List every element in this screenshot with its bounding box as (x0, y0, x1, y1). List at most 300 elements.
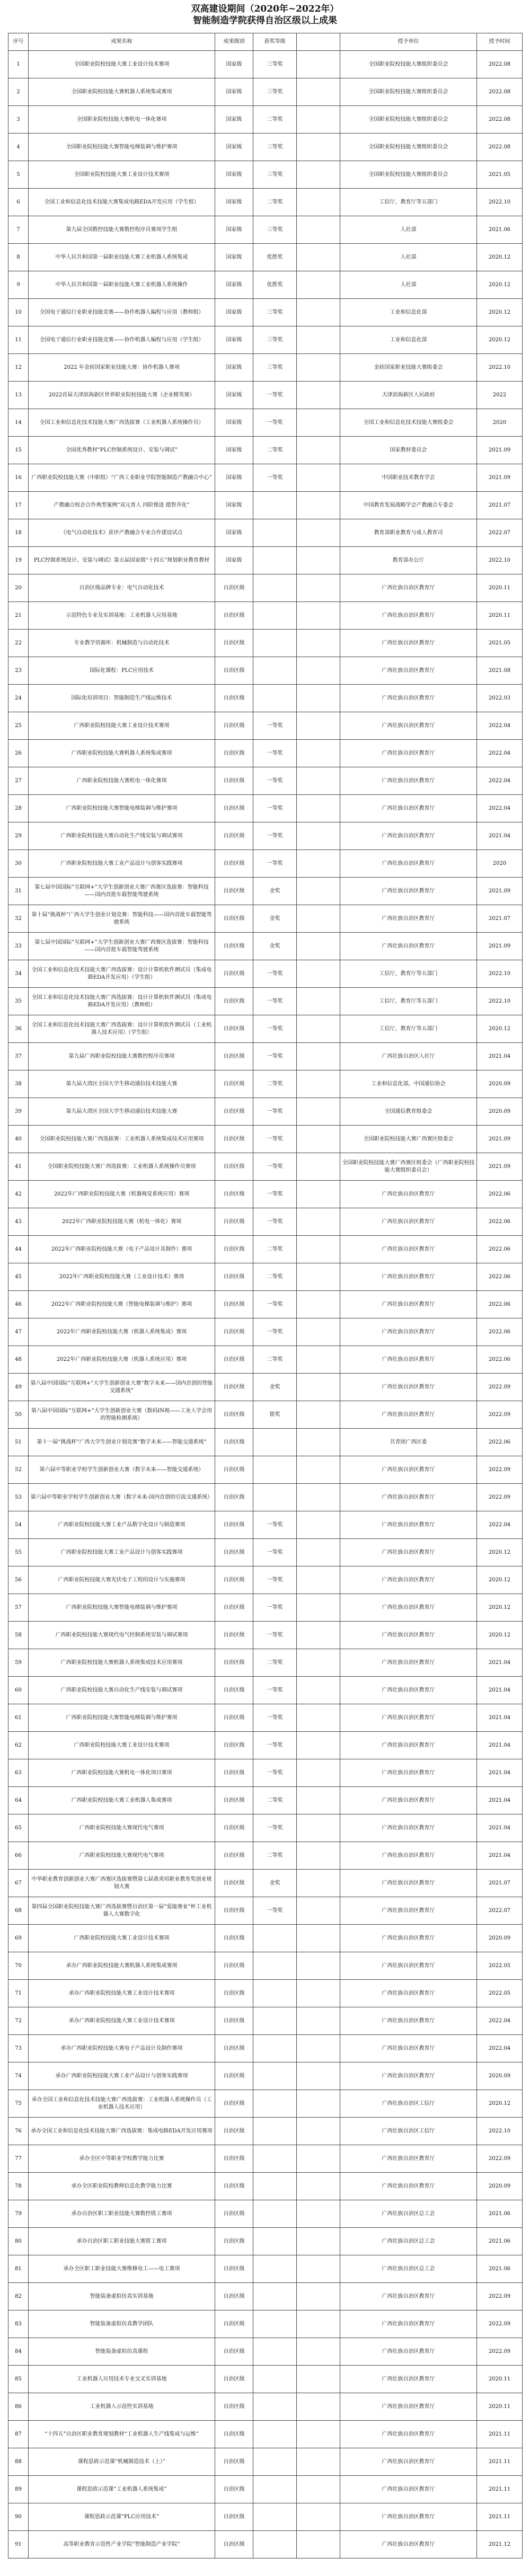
grant-date: 2020.09 (477, 1070, 523, 1098)
grantor: 广西壮族自治区教育厅 (340, 2035, 477, 2062)
grantor: 广西壮族自治区教育厅 (340, 1318, 477, 1346)
award-grade: 金奖 (253, 878, 297, 905)
grantor: 广西壮族自治区教育厅 (340, 1787, 477, 1814)
row-index: 71 (8, 1980, 29, 2007)
achievement-level: 自治区级 (215, 1566, 253, 1594)
row-index: 2 (8, 78, 29, 106)
grantor: 全国职业院校技能大赛组织委员会 (340, 161, 477, 189)
table-row (8, 712, 523, 740)
grantor: 广西壮族自治区教育厅 (340, 2366, 477, 2393)
achievement-name: 广西职业院校技能大赛现代电气控制系统安装与调试赛项 (29, 1622, 215, 1649)
grant-date: 2021.06 (477, 2228, 523, 2255)
grantor: 广西壮族自治区教育厅 (340, 1263, 477, 1291)
achievement-name: 广西职业院校技能大赛工业产品数字化设计与制造赛项 (29, 1511, 215, 1539)
award-grade: 一等奖 (253, 464, 297, 492)
grantor: 广西壮族自治区教育厅 (340, 1594, 477, 1622)
achievement-level: 国家级 (215, 216, 253, 244)
table-row (8, 1484, 523, 1511)
blank-cell (297, 850, 340, 878)
row-index: 49 (8, 1374, 29, 1401)
grantor: 广西壮族自治区总工会 (340, 2200, 477, 2228)
table-row (8, 685, 523, 712)
table-row (8, 547, 523, 574)
achievement-name: 承办广西职业院校技能大赛电子产品设计及制作赛项 (29, 2035, 215, 2062)
grantor: 人社部 (340, 271, 477, 299)
grant-date: 2022.06 (477, 1429, 523, 1456)
blank-cell (297, 712, 340, 740)
achievement-level: 自治区级 (215, 2145, 253, 2173)
achievement-level: 国家级 (215, 134, 253, 161)
grantor: 全国职业院校技能大赛广西赛区组委会 (340, 1126, 477, 1153)
table-row (8, 1649, 523, 1677)
award-grade: 一等奖 (253, 1566, 297, 1594)
achievement-name: 承办广西职业院校技能大赛工业设计技术赛项 (29, 1980, 215, 2007)
award-grade: 一等奖 (253, 1015, 297, 1043)
table-row (8, 1126, 523, 1153)
grant-date: 2020.09 (477, 1925, 523, 1952)
achievement-name: 全国工业和信息化技术技能大赛广西选拔赛：设计计算机软件测试员（集成电路EDA开发应用）（学生组） (29, 960, 215, 988)
table-row (8, 2476, 523, 2503)
achievement-name: 广西职业院校技能大赛智能电梯装调与维护赛项 (29, 795, 215, 822)
table-row (8, 2007, 523, 2035)
row-index: 30 (8, 850, 29, 878)
award-grade: 一等奖 (253, 1677, 297, 1704)
achievement-name: 承办广西职业院校技能大赛工业产品设计与创客实践赛项 (29, 2062, 215, 2090)
award-grade (253, 2090, 297, 2118)
row-index: 64 (8, 1787, 29, 1814)
achievement-name: 高等职业教育示范性产业学院“智能制造产业学院” (29, 2531, 215, 2559)
blank-cell (297, 1814, 340, 1842)
grantor: 教育部职业教育与成人教育司 (340, 519, 477, 547)
grantor: 广西壮族自治区教育厅 (340, 933, 477, 960)
blank-cell (297, 960, 340, 988)
award-grade: 二等奖 (253, 189, 297, 216)
grant-date: 2020.12 (477, 299, 523, 326)
grantor: 国家教材委员会 (340, 437, 477, 464)
grant-date: 2022.10 (477, 354, 523, 382)
grant-date: 2022.08 (477, 134, 523, 161)
grantor: 广西壮族自治区教育厅 (340, 1870, 477, 1897)
row-index: 12 (8, 354, 29, 382)
achievement-name: 2022年广西职业院校技能大赛（电子产品设计及制作）赛项 (29, 1236, 215, 1263)
achievement-level: 自治区级 (215, 2448, 253, 2476)
achievement-name: 全国优秀教材“PLC控制系统设计、安装与调试” (29, 437, 215, 464)
award-grade: 一等奖 (253, 1153, 297, 1181)
award-grade: 三等奖 (253, 161, 297, 189)
award-grade (253, 1925, 297, 1952)
achievements-table (8, 33, 523, 2559)
grantor: 广西壮族自治区教育厅 (340, 1401, 477, 1429)
grant-date: 2022.10 (477, 2118, 523, 2145)
row-index: 25 (8, 712, 29, 740)
achievement-level: 自治区级 (215, 1484, 253, 1511)
blank-cell (297, 1043, 340, 1070)
table-row (8, 1594, 523, 1622)
award-grade: 一等奖 (253, 1594, 297, 1622)
grantor: 广西壮族自治区教育厅 (340, 878, 477, 905)
grant-date: 2021.07 (477, 492, 523, 519)
blank-cell (297, 1594, 340, 1622)
grantor: 广西壮族自治区教育厅 (340, 1704, 477, 1732)
blank-cell (297, 2338, 340, 2366)
achievement-level: 自治区级 (215, 1208, 253, 1236)
blank-cell (297, 382, 340, 409)
achievement-level: 国家级 (215, 299, 253, 326)
achievement-name: 全国职业院校技能大赛广西选拔赛：工业机器人系统集成技术应用赛项 (29, 1126, 215, 1153)
blank-cell (297, 630, 340, 657)
table-row (8, 1401, 523, 1429)
achievement-name: 广西职业院校技能大赛工业设计技术赛项 (29, 1925, 215, 1952)
achievement-name: 2022年广西职业院校技能大赛（机器人系统应用）赛项 (29, 1346, 215, 1374)
row-index: 1 (8, 51, 29, 78)
grant-date: 2022.04 (477, 2035, 523, 2062)
grant-date: 2022.05 (477, 1952, 523, 1980)
achievement-level: 自治区级 (215, 822, 253, 850)
achievement-name: 承办广西职业院校技能大赛工业设计技术赛项 (29, 2007, 215, 2035)
award-grade: 一等奖 (253, 712, 297, 740)
grantor: 广西壮族自治区教育厅 (340, 1925, 477, 1952)
row-index: 5 (8, 161, 29, 189)
achievement-name: 全国职业院校技能大赛智能电梯装调与维护赛项 (29, 134, 215, 161)
grantor: 广西壮族自治区教育厅 (340, 2338, 477, 2366)
row-index: 36 (8, 1015, 29, 1043)
table-row (8, 602, 523, 630)
grant-date: 2020.11 (477, 602, 523, 630)
row-index: 48 (8, 1346, 29, 1374)
row-index: 10 (8, 299, 29, 326)
table-row (8, 1732, 523, 1759)
table-row (8, 2062, 523, 2090)
header-index: 序号 (8, 33, 29, 51)
blank-cell (297, 2421, 340, 2448)
blank-cell (297, 2200, 340, 2228)
grantor: 广西壮族自治区教育厅 (340, 2448, 477, 2476)
award-grade: 一等奖 (253, 1704, 297, 1732)
achievement-name: 广西职业院校技能大赛机器人系统集成技术应用赛项 (29, 1649, 215, 1677)
award-grade (253, 2283, 297, 2311)
achievement-name: 全国职业院校技能大赛机器人系统集成赛项 (29, 78, 215, 106)
grant-date: 2021.09 (477, 1153, 523, 1181)
award-grade: 三等奖 (253, 78, 297, 106)
row-index: 62 (8, 1732, 29, 1759)
blank-cell (297, 161, 340, 189)
blank-cell (297, 740, 340, 767)
grant-date: 2022.09 (477, 2283, 523, 2311)
table-row (8, 1263, 523, 1291)
achievement-level: 自治区级 (215, 2173, 253, 2200)
table-row (8, 988, 523, 1015)
blank-cell (297, 1318, 340, 1346)
achievement-name: 全国电子通信行业职业技能竞赛——协作机器人编程与应用（教师组） (29, 299, 215, 326)
blank-cell (297, 244, 340, 271)
grantor: 广西壮族自治区教育厅 (340, 1814, 477, 1842)
achievement-name: 全国工业和信息化技术技能大赛广西选拔赛：设计计算机软件测试员（集成电路EDA开发应用）（教师组） (29, 988, 215, 1015)
table-row (8, 354, 523, 382)
table-row (8, 216, 523, 244)
row-index: 39 (8, 1098, 29, 1126)
grant-date: 2022.06 (477, 1291, 523, 1318)
award-grade: 一等奖 (253, 1126, 297, 1153)
blank-cell (297, 1484, 340, 1511)
achievement-level: 自治区级 (215, 712, 253, 740)
achievement-name: 国际化课程：PLC应用技术 (29, 657, 215, 685)
blank-cell (297, 1456, 340, 1484)
award-grade: 二等奖 (253, 437, 297, 464)
table-row (8, 878, 523, 905)
achievement-name: 第六届中等职业学校学生创新创业大赛（数字未来-国内首创的引流交通系统） (29, 1484, 215, 1511)
grantor: 教育部办公厅 (340, 547, 477, 574)
achievement-name: 智能装备虚拟仿真课程 (29, 2338, 215, 2366)
achievement-level: 国家级 (215, 437, 253, 464)
grantor: 广西壮族自治区教育厅 (340, 2007, 477, 2035)
row-index: 14 (8, 409, 29, 437)
achievement-name: 广西职业院校技能大赛自动化生产线安装与调试赛项 (29, 1677, 215, 1704)
grant-date: 2020.12 (477, 271, 523, 299)
achievement-level: 自治区级 (215, 1539, 253, 1566)
achievement-name: 第八届中国国际“互联网+”大学生创新创业大赛（数码IN视——工业人学会用的智能检测系统） (29, 1401, 215, 1429)
achievement-level: 自治区级 (215, 574, 253, 602)
achievement-level: 自治区级 (215, 1181, 253, 1208)
achievement-level: 自治区级 (215, 1456, 253, 1484)
grant-date: 2021.04 (477, 1814, 523, 1842)
achievement-level: 国家级 (215, 244, 253, 271)
blank-cell (297, 1070, 340, 1098)
award-grade (253, 1980, 297, 2007)
achievement-level: 自治区级 (215, 1870, 253, 1897)
award-grade (253, 2118, 297, 2145)
award-grade (253, 602, 297, 630)
table-row (8, 2338, 523, 2366)
grantor: 全国工业和信息化技术技能大赛组委会 (340, 409, 477, 437)
blank-cell (297, 2173, 340, 2200)
table-row (8, 189, 523, 216)
achievement-name: 2022年广西职业院校技能大赛（机器视觉系统应用）赛项 (29, 1181, 215, 1208)
grant-date: 2021.11 (477, 2476, 523, 2503)
grant-date: 2021.04 (477, 822, 523, 850)
row-index: 31 (8, 878, 29, 905)
achievement-level: 自治区级 (215, 602, 253, 630)
grantor: 广西壮族自治区教育厅 (340, 2393, 477, 2421)
achievement-name: 广西职业院校技能大赛工业产品设计与创客实践赛项 (29, 850, 215, 878)
award-grade (253, 1952, 297, 1980)
grant-date: 2021.09 (477, 933, 523, 960)
table-row (8, 2393, 523, 2421)
blank-cell (297, 1787, 340, 1814)
achievement-level: 自治区级 (215, 1814, 253, 1842)
row-index: 81 (8, 2255, 29, 2283)
blank-cell (297, 1842, 340, 1870)
achievement-level: 自治区级 (215, 1374, 253, 1401)
grantor: 广西壮族自治区教育厅 (340, 2503, 477, 2531)
blank-cell (297, 134, 340, 161)
header-name: 成果名称 (29, 33, 215, 51)
blank-cell (297, 2062, 340, 2090)
table-row (8, 2421, 523, 2448)
grant-date: 2022.09 (477, 2145, 523, 2173)
row-index: 75 (8, 2090, 29, 2118)
grantor: 全国职业院校技能大赛广西赛区组委会（广西职业院校技能大赛组织委员会） (340, 1153, 477, 1181)
table-row (8, 1098, 523, 1126)
award-grade (253, 685, 297, 712)
grant-date: 2022.09 (477, 1456, 523, 1484)
table-row (8, 1429, 523, 1456)
table-row (8, 1704, 523, 1732)
grantor: 广西壮族自治区教育厅 (340, 685, 477, 712)
achievement-level: 自治区级 (215, 2421, 253, 2448)
table-row (8, 1236, 523, 1263)
grant-date: 2021.11 (477, 2503, 523, 2531)
blank-cell (297, 933, 340, 960)
achievement-level: 自治区级 (215, 1126, 253, 1153)
grant-date: 2021.11 (477, 2448, 523, 2476)
row-index: 85 (8, 2366, 29, 2393)
achievement-level: 自治区级 (215, 1070, 253, 1098)
achievement-level: 自治区级 (215, 2366, 253, 2393)
table-row (8, 2118, 523, 2145)
award-grade: 金奖 (253, 933, 297, 960)
achievement-name: 2022首届天津滨海新区世界职业院校技能大赛（企业精英赛） (29, 382, 215, 409)
blank-cell (297, 1511, 340, 1539)
award-grade (253, 1429, 297, 1456)
table-row (8, 2448, 523, 2476)
achievement-name: 广西职业院校技能大赛现代电气赛项 (29, 1842, 215, 1870)
blank-cell (297, 1952, 340, 1980)
grantor: 工业和信息化部 (340, 299, 477, 326)
table-row (8, 2311, 523, 2338)
blank-cell (297, 1429, 340, 1456)
blank-cell (297, 189, 340, 216)
row-index: 16 (8, 464, 29, 492)
grantor: 广西壮族自治区教育厅 (340, 2145, 477, 2173)
blank-cell (297, 2448, 340, 2476)
grant-date: 2021.09 (477, 437, 523, 464)
achievement-name: 第七届中国国际“互联网+”大学生创新创业大赛广西赛区选拔赛：智能科技——国内首批车载智能驾驶系统 (29, 933, 215, 960)
achievement-level: 国家级 (215, 382, 253, 409)
grant-date: 2022.08 (477, 78, 523, 106)
row-index: 90 (8, 2503, 29, 2531)
row-index: 55 (8, 1539, 29, 1566)
row-index: 68 (8, 1897, 29, 1925)
table-row (8, 1043, 523, 1070)
grantor: 广西壮族自治区工信厅 (340, 2090, 477, 2118)
grantor: 广西壮族自治区教育厅 (340, 905, 477, 933)
blank-cell (297, 1153, 340, 1181)
achievement-level: 自治区级 (215, 657, 253, 685)
grant-date: 2022.04 (477, 712, 523, 740)
achievement-name: 承办自治区职工职业技能大赛钳工赛项 (29, 2228, 215, 2255)
row-index: 41 (8, 1153, 29, 1181)
award-grade (253, 2421, 297, 2448)
blank-cell (297, 78, 340, 106)
award-grade (253, 574, 297, 602)
row-index: 69 (8, 1925, 29, 1952)
table-row (8, 1181, 523, 1208)
table-row (8, 2366, 523, 2393)
grantor: 广西壮族自治区教育厅 (340, 850, 477, 878)
table-row (8, 271, 523, 299)
row-index: 6 (8, 189, 29, 216)
table-row (8, 2503, 523, 2531)
achievement-name: 承办全国工业和信息化技术技能大赛广西选拔赛：集成电路EDA开发应用赛项 (29, 2118, 215, 2145)
row-index: 4 (8, 134, 29, 161)
achievement-level: 自治区级 (215, 850, 253, 878)
achievement-name: 全国工业和信息化技术技能大赛广西选拔赛：设计计算机软件测试员（工业机器人技术应用）（学生组） (29, 1015, 215, 1043)
award-grade: 三等奖 (253, 51, 297, 78)
achievement-level: 国家级 (215, 492, 253, 519)
row-index: 72 (8, 2007, 29, 2035)
achievement-level: 国家级 (215, 326, 253, 354)
blank-cell (297, 2531, 340, 2559)
award-grade (253, 2062, 297, 2090)
blank-cell (297, 822, 340, 850)
achievement-name: 《电气自动化技术》获评产教融合专业合作建设试点 (29, 519, 215, 547)
award-grade (253, 2311, 297, 2338)
achievement-name: 第八届中国国际“互联网+”大学生创新创业大赛“数字未来——国内首创的智能交通系统” (29, 1374, 215, 1401)
achievement-level: 自治区级 (215, 2476, 253, 2503)
grantor: 全国职业院校技能大赛组织委员会 (340, 78, 477, 106)
row-index: 26 (8, 740, 29, 767)
table-row (8, 1842, 523, 1870)
row-index: 86 (8, 2393, 29, 2421)
achievement-level: 自治区级 (215, 2503, 253, 2531)
row-index: 80 (8, 2228, 29, 2255)
blank-cell (297, 326, 340, 354)
blank-cell (297, 602, 340, 630)
achievement-name: 第四届全国职业院校技能大赛广西选拔赛暨自治区第一届“爱能赛业”杯工业机器人大赛数字化 (29, 1897, 215, 1925)
table-row (8, 2283, 523, 2311)
row-index: 23 (8, 657, 29, 685)
grantor: 工信厅，教育厅等五部门 (340, 988, 477, 1015)
row-index: 89 (8, 2476, 29, 2503)
award-grade: 三等奖 (253, 216, 297, 244)
header-empty (297, 33, 340, 51)
row-index: 74 (8, 2062, 29, 2090)
blank-cell (297, 1980, 340, 2007)
award-grade: 一等奖 (253, 1511, 297, 1539)
grant-date: 2022.10 (477, 960, 523, 988)
award-grade: 优胜奖 (253, 271, 297, 299)
achievement-name: 承办全国工业和信息化技术技能大赛广西选拔赛：工业机器人系统操作员（工业机器人技术应用） (29, 2090, 215, 2118)
achievement-level: 国家级 (215, 189, 253, 216)
award-grade: 一等奖 (253, 1539, 297, 1566)
achievement-level: 自治区级 (215, 2062, 253, 2090)
row-index: 37 (8, 1043, 29, 1070)
grantor: 广西壮族自治区教育厅 (340, 2283, 477, 2311)
header-date: 授予时间 (477, 33, 523, 51)
blank-cell (297, 1346, 340, 1374)
grant-date: 2022.07 (477, 1897, 523, 1925)
blank-cell (297, 1401, 340, 1429)
achievement-name: 承办全区职工职业技能大赛维修电工——电工赛项 (29, 2255, 215, 2283)
blank-cell (297, 2311, 340, 2338)
award-grade: 三等奖 (253, 134, 297, 161)
table-row (8, 1374, 523, 1401)
achievement-level: 自治区级 (215, 2200, 253, 2228)
table-row (8, 106, 523, 134)
row-index: 76 (8, 2118, 29, 2145)
blank-cell (297, 988, 340, 1015)
grant-date: 2022.08 (477, 106, 523, 134)
award-grade: 一等奖 (253, 960, 297, 988)
grantor: 广西壮族自治区教育厅 (340, 712, 477, 740)
award-grade: 二等奖 (253, 1787, 297, 1814)
row-index: 73 (8, 2035, 29, 2062)
achievement-name: 第九届大湾区全国大学生移动通信技术技能大赛 (29, 1070, 215, 1098)
table-row (8, 464, 523, 492)
table-row (8, 767, 523, 795)
achievement-level: 自治区级 (215, 1153, 253, 1181)
grantor: 广西壮族自治区教育厅 (340, 1622, 477, 1649)
